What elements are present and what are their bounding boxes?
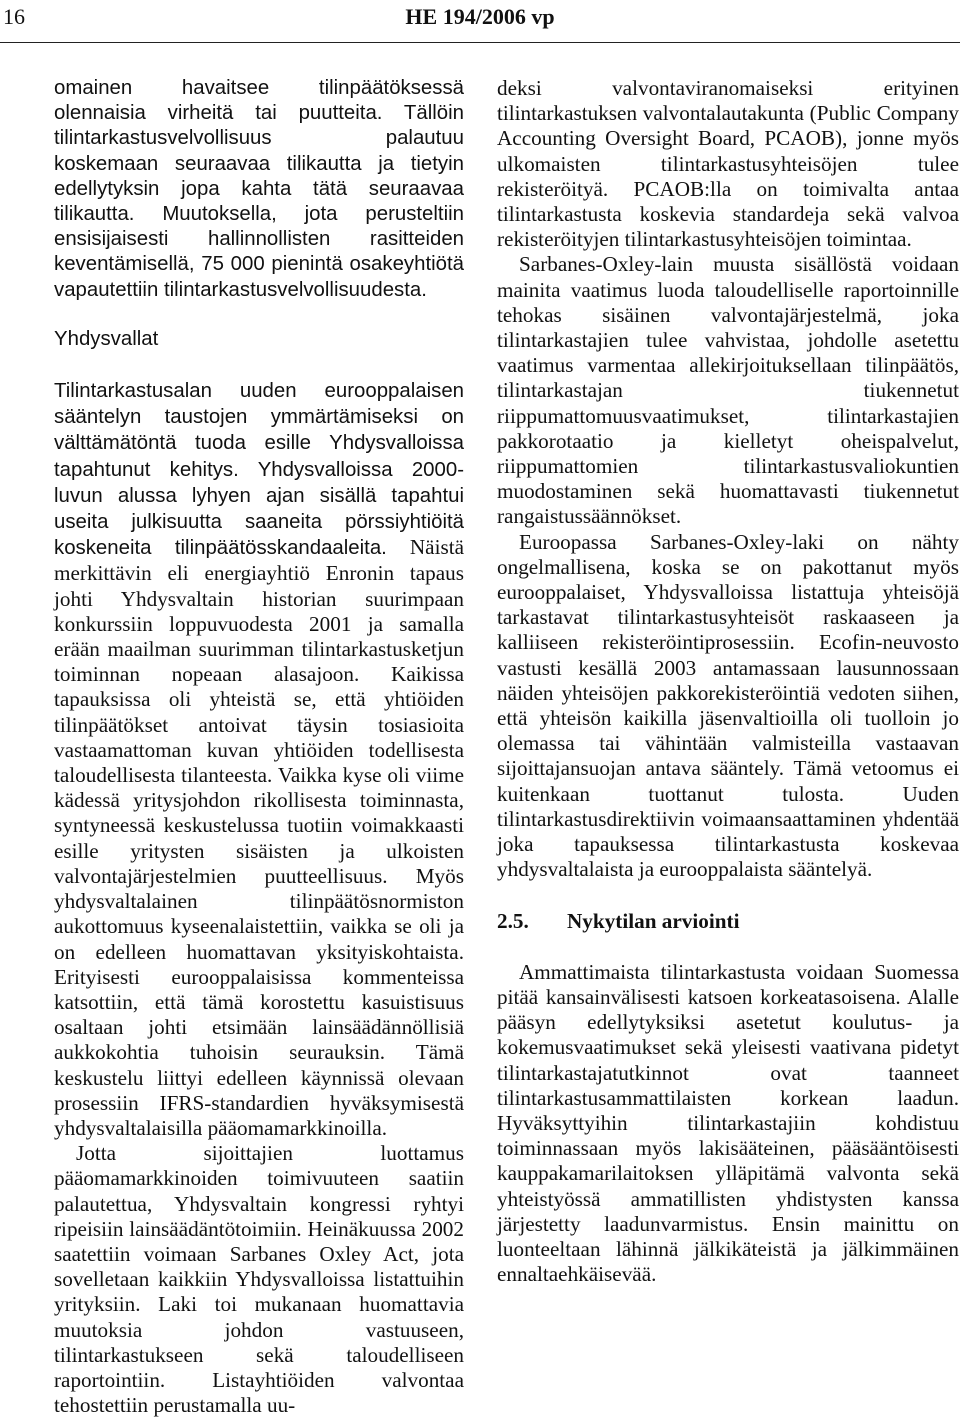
right-column (497, 76, 959, 1287)
header-rule (0, 42, 960, 43)
subheading-yhdysvallat: Yhdysvallat (54, 327, 159, 350)
paragraph-usa-serif: Näistä merkittävin eli energiayhtiö Enronin tapaus johti Yhdysvaltain historian suurimpaan konkurssiin loppuvuodesta 2001 ja samalla erään maailman suurimman tilintarkastusketjun toiminnan nopeaan alasajoon. Kaikissa tapauksissa oli yhteistä se, että yhtiöiden tilinpäätökset antoivat täysin tosiasioita vastaamattoman kuvan yhtiöiden todellisesta taloudellisesta tilanteesta. Vaikka kyse oli viime kädessä yritysjohdon rikollisesta toiminnasta, syntyneessä keskustelussa tuotiin voimakkaasti esille yritysten sisäisten ja ulkoisten valvontajärjestelmien puutteellisuus. Myös yhdysvaltalainen tilinpäätösnormiston aukottomuus kyseenalaistettiin, vaikka se oli ja on edelleen huomattavan yksityiskohtaista. Erityisesti eurooppalaisissa kommenteissa katsottiin, että tämä korostettu kasuistisuus osaltaan johti etsimään lainsäädännöllisiä aukkokohtia tuhoisin seurauksin. Tämä keskustelu liittyi edelleen käynnissä olevaan prosessiin IFRS-standardien hyväksymisestä yhdysvaltalaisilla pääomamarkkinoilla. (54, 535, 464, 1140)
section-title: Nykytilan arviointi (567, 908, 740, 933)
page-number: 16 (3, 4, 25, 29)
spacer (497, 934, 959, 960)
section-number: 2.5. (497, 908, 529, 933)
spacer (54, 303, 464, 327)
paragraph-usa (54, 378, 464, 1141)
paragraph-europe: Euroopassa Sarbanes-Oxley-laki on nähty ongelmallisena, koska se on pakottanut myös eurooppalaiset, Yhdysvalloissa listattuja yhteisöjä tarkastavat tilintarkastusyhteisöt raskaaseen ja kalliiseen rekisteröintiprosessiin. Ecofin-neuvosto vastusti kesällä 2003 antamassaan lausunnossaan näiden yhteisöjen pakkorekisteröintiä vedoten siihen, että yhteisön kaikilla jäsenvaltioilla oli tuolloin jo olemassa tai vähintään valmisteilla vastaavan sijoittajansuojan antava sääntely. Tämä vetoomus ei kuitenkaan tuottanut tulosta. Uuden tilintarkastusdirektiivin voimaansaattaminen yhdentää joka tapauksessa tilintarkastusta koskevaa yhdysvaltalaista ja eurooppalaista sääntelyä. (497, 529, 959, 882)
paragraph-usa-sans: Tilintarkastusalan uuden eurooppalaisen sääntelyn taustojen ymmärtämiseksi on välttämätöntä tuoda esille Yhdysvalloissa tapahtunut kehitys. Yhdysvalloissa 2000-luvun alussa lyhyen ajan sisällä tapahtui useita julkisuutta saaneita pörssiyhtiöitä koskeneita tilinpäätösskandaaleita. (54, 380, 464, 560)
intro-paragraph: omainen havaitsee tilinpäätöksessä olennaisia virheitä tai puutteita. Tällöin tilintarkastusvelvollisuus palautuu koskemaan seuraavaa tilikautta ja tietyin edellytyksin jopa kahta tätä seuraavaa tilikautta. Muutoksella, jota perusteltiin ensisijaisesti hallinnollisten rasitteiden keventämisellä, 75 000 pienintä osakeyhtiötä vapautettiin tilintarkastusvelvollisuudesta. (54, 77, 464, 301)
spacer (497, 883, 959, 909)
paragraph-assessment: Ammattimaista tilintarkastusta voidaan Suomessa pitää kansainvälisesti katsoen korkeatasoisena. Alalle pääsyn edellytyksiksi asetetut koulutus- ja kokemusvaatimukset sekä yleisesti vaativana pidetyt tilintarkastajatutkinnot ovat taanneet tilintarkastusammattilaisten korkean laadun. Hyväksyttyihin tilintarkastajiin kohdistuu toiminnassaan myös lakisääteinen, pääsääntöisesti kauppakamarilaitoksen ylläpitämä valvonta sekä yhteistyössä ammatillisten yhdistysten kanssa järjestetty laadunvarmistus. Ensin mainittu on luonteeltaan lähinnä jälkikäteistä ja jälkimmäinen ennaltaehkäisevää. (497, 959, 959, 1287)
left-column (54, 76, 464, 1418)
document-id: HE 194/2006 vp (405, 4, 555, 29)
paragraph-pcaob: deksi valvontaviranomaiseksi erityinen tilintarkastuksen valvontalautakunta (Public Company Accounting Oversight Board, PCAOB), jonne myös ulkomaisten tilintarkastusyhteisöjen tulee rekisteröityä. PCAOB:lla on toimivalta antaa tilintarkastusta koskevia standardeja sekä valvoa rekisteröityjen tilintarkastusyhteisöjen toimintaa. (497, 76, 959, 252)
page-header (0, 0, 960, 44)
section-heading (497, 909, 959, 934)
paragraph-sox-act: Jotta sijoittajien luottamus pääomamarkkinoiden toimivuuteen saatiin palautettua, Yhdysvaltain kongressi ryhtyi ripeisiin lainsäädäntötoimiin. Heinäkuussa 2002 saatettiin voimaan Sarbanes Oxley Act, jota sovelletaan kaikkiin Yhdysvalloissa listattuihin yrityksiin. Laki toi mukanaan huomattavia muutoksia johdon vastuuseen, tilintarkastukseen sekä taloudelliseen raportointiin. Listayhtiöiden valvontaa tehostettiin perustamalla uu- (54, 1141, 464, 1418)
spacer (54, 352, 464, 378)
paragraph-sox-content: Sarbanes-Oxley-lain muusta sisällöstä voidaan mainita vaatimus luoda taloudelliselle raportoinnille tehokas sisäinen valvontajärjestelmä, joka tilintarkastajien tulee vahvistaa, johdolle asetettu vaatimus varmentaa allekirjoituksellaan tilinpäätös, tilintarkastajan tiukennetut riippumattomuusvaatimukset, tilintarkastajien pakkorotaatio ja kielletyt oheispalvelut, riippumattomien tilintarkastusvaliokuntien muodostaminen sekä huomattavasti tiukennetut rangaistussäännökset. (497, 252, 959, 529)
